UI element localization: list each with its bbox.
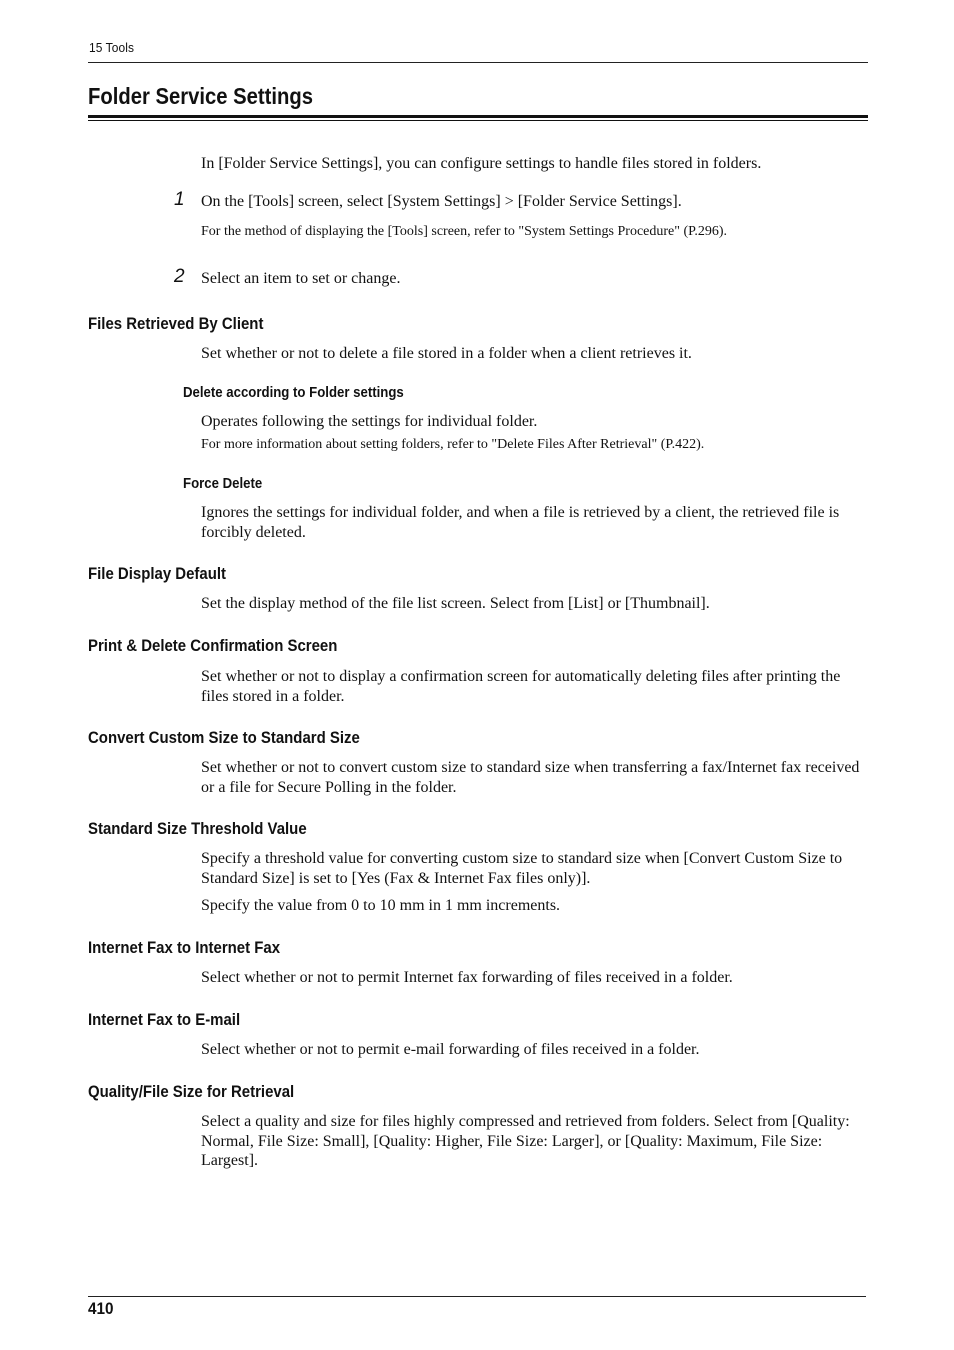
section-text-convert-custom: Set whether or not to convert custom size to standard size when transferring a fax/Internet fax received or a file for Secure Polling in the folder. <box>201 759 860 796</box>
section-text-ifax-to-email: Select whether or not to permit e-mail forwarding of files received in a folder. <box>201 1041 700 1058</box>
section-heading-convert-custom: Convert Custom Size to Standard Size <box>88 728 360 747</box>
step-text-2: Select an item to set or change. <box>201 270 401 287</box>
section-text-print-delete: Set whether or not to display a confirmation screen for automatically deleting files after printing the files stored in a folder. <box>201 668 841 705</box>
section-heading-ifax-to-email: Internet Fax to E-mail <box>88 1010 241 1029</box>
text-force-delete: Ignores the settings for individual folder, and when a file is retrieved by a client, the retrieved file is forcibly deleted. <box>201 504 840 541</box>
section-text-threshold: Specify a threshold value for converting custom size to standard size when [Convert Custom Size to Standard Size] is set to [Yes (Fax & Internet Fax files only)]. <box>201 850 843 887</box>
page-title: Folder Service Settings <box>88 83 313 109</box>
header-divider <box>88 62 868 63</box>
title-rule-thin <box>88 120 868 121</box>
page-number: 410 <box>88 1299 114 1318</box>
note-delete-folder-settings: For more information about setting folders, refer to "Delete Files After Retrieval" (P.422). <box>201 437 705 452</box>
section-heading-print-delete: Print & Delete Confirmation Screen <box>88 636 338 655</box>
section-text-quality: Select a quality and size for files highly compressed and retrieved from folders. Select from [Quality: Normal, File Size: Small], [Quality: Higher, File Size: Larger], or [Quality: Maximum, File Size: Largest]. <box>201 1113 850 1169</box>
subheading-force-delete: Force Delete <box>183 475 263 492</box>
section-heading-files-retrieved: Files Retrieved By Client <box>88 314 264 333</box>
section-heading-file-display: File Display Default <box>88 564 227 583</box>
section-text-threshold-range: Specify the value from 0 to 10 mm in 1 mm increments. <box>201 897 561 914</box>
section-text-ifax-to-ifax: Select whether or not to permit Internet fax forwarding of files received in a folder. <box>201 969 733 986</box>
step-number-1: 1 <box>174 189 185 210</box>
footer-divider <box>88 1296 866 1297</box>
step-number-2: 2 <box>174 266 185 287</box>
intro-paragraph: In [Folder Service Settings], you can configure settings to handle files stored in folders. <box>201 155 762 172</box>
running-head: 15 Tools <box>89 40 135 55</box>
section-heading-ifax-to-ifax: Internet Fax to Internet Fax <box>88 938 281 957</box>
section-heading-threshold: Standard Size Threshold Value <box>88 819 307 838</box>
title-rule-thick <box>88 115 868 118</box>
step-text-1: On the [Tools] screen, select [System Settings] > [Folder Service Settings]. <box>201 193 682 210</box>
step-note-1: For the method of displaying the [Tools] screen, refer to "System Settings Procedure" (P.296). <box>201 224 728 239</box>
section-text-files-retrieved: Set whether or not to delete a file stored in a folder when a client retrieves it. <box>201 345 692 362</box>
text-delete-folder-settings: Operates following the settings for individual folder. <box>201 413 538 430</box>
subheading-delete-folder-settings: Delete according to Folder settings <box>183 384 404 401</box>
section-text-file-display: Set the display method of the file list screen. Select from [List] or [Thumbnail]. <box>201 595 710 612</box>
section-heading-quality: Quality/File Size for Retrieval <box>88 1082 295 1101</box>
